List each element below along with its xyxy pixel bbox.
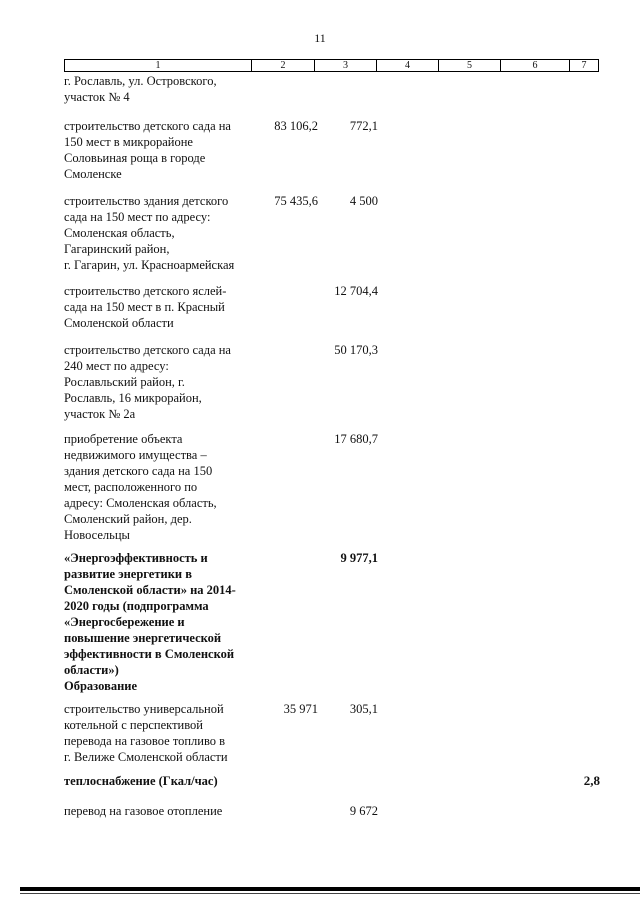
header-col-1: 1 [155, 60, 161, 71]
row-3-description: строительство здания детского сада на 150 мест по адресу: Смоленская область, Гагаринский район, г. Гагарин, ул. Красноармейская [64, 194, 235, 272]
row-5-col-3: 50 170,3 [334, 343, 378, 357]
row-7-description: «Энергоэффективность и развитие энергетики в Смоленской области» на 2014- 2020 годы (подпрограмма «Энергосбережение и повышение энергетической эффективности в Смоленской области») Образование [64, 551, 236, 693]
row-6-col-3: 17 680,7 [334, 432, 378, 446]
row-8-col-3: 305,1 [349, 702, 378, 716]
row-4-col-3: 12 704,4 [334, 284, 378, 298]
row-3-col-3: 4 500 [349, 194, 378, 208]
row-10-col-3: 9 672 [349, 804, 378, 818]
row-2-col-2: 83 106,2 [274, 119, 318, 133]
row-9-col-7: 2,8 [583, 773, 600, 788]
row-5-description: строительство детского сада на 240 мест по адресу: Рославльский район, г. Рославль, 16 микрорайон, участок № 2а [64, 343, 231, 421]
row-8-description: строительство универсальной котельной с перспективой перевода на газовое топливо в г. Велиже Смоленской области [64, 702, 228, 764]
page-number: 11 [314, 31, 326, 45]
row-2-description: строительство детского сада на 150 мест в микрорайоне Соловьиная роща в городе Смоленске [64, 119, 231, 181]
bottom-rule-thin [20, 893, 640, 894]
row-2-col-3: 772,1 [349, 119, 378, 133]
row-1-description: г. Рославль, ул. Островского, участок № 4 [64, 74, 217, 104]
row-3-col-2: 75 435,6 [274, 194, 318, 208]
header-col-6: 6 [500, 60, 569, 71]
header-col-7: 7 [569, 60, 598, 71]
header-col-2: 2 [251, 60, 314, 71]
header-col-5: 5 [438, 60, 500, 71]
row-4-description: строительство детского яслей- сада на 150 мест в п. Красный Смоленской области [64, 284, 227, 330]
header-col-4: 4 [376, 60, 438, 71]
row-9-description: теплоснабжение (Гкал/час) [64, 774, 218, 788]
row-10-description: перевод на газовое отопление [64, 804, 223, 818]
bottom-rule [20, 887, 640, 891]
row-7-col-3: 9 977,1 [340, 551, 378, 565]
row-6-description: приобретение объекта недвижимого имущества – здания детского сада на 150 мест, расположенного по адресу: Смоленская область, Смоленский район, дер. Новосельцы [64, 432, 217, 542]
header-col-3: 3 [314, 60, 376, 71]
row-8-col-2: 35 971 [283, 702, 318, 716]
table-header [64, 59, 599, 72]
